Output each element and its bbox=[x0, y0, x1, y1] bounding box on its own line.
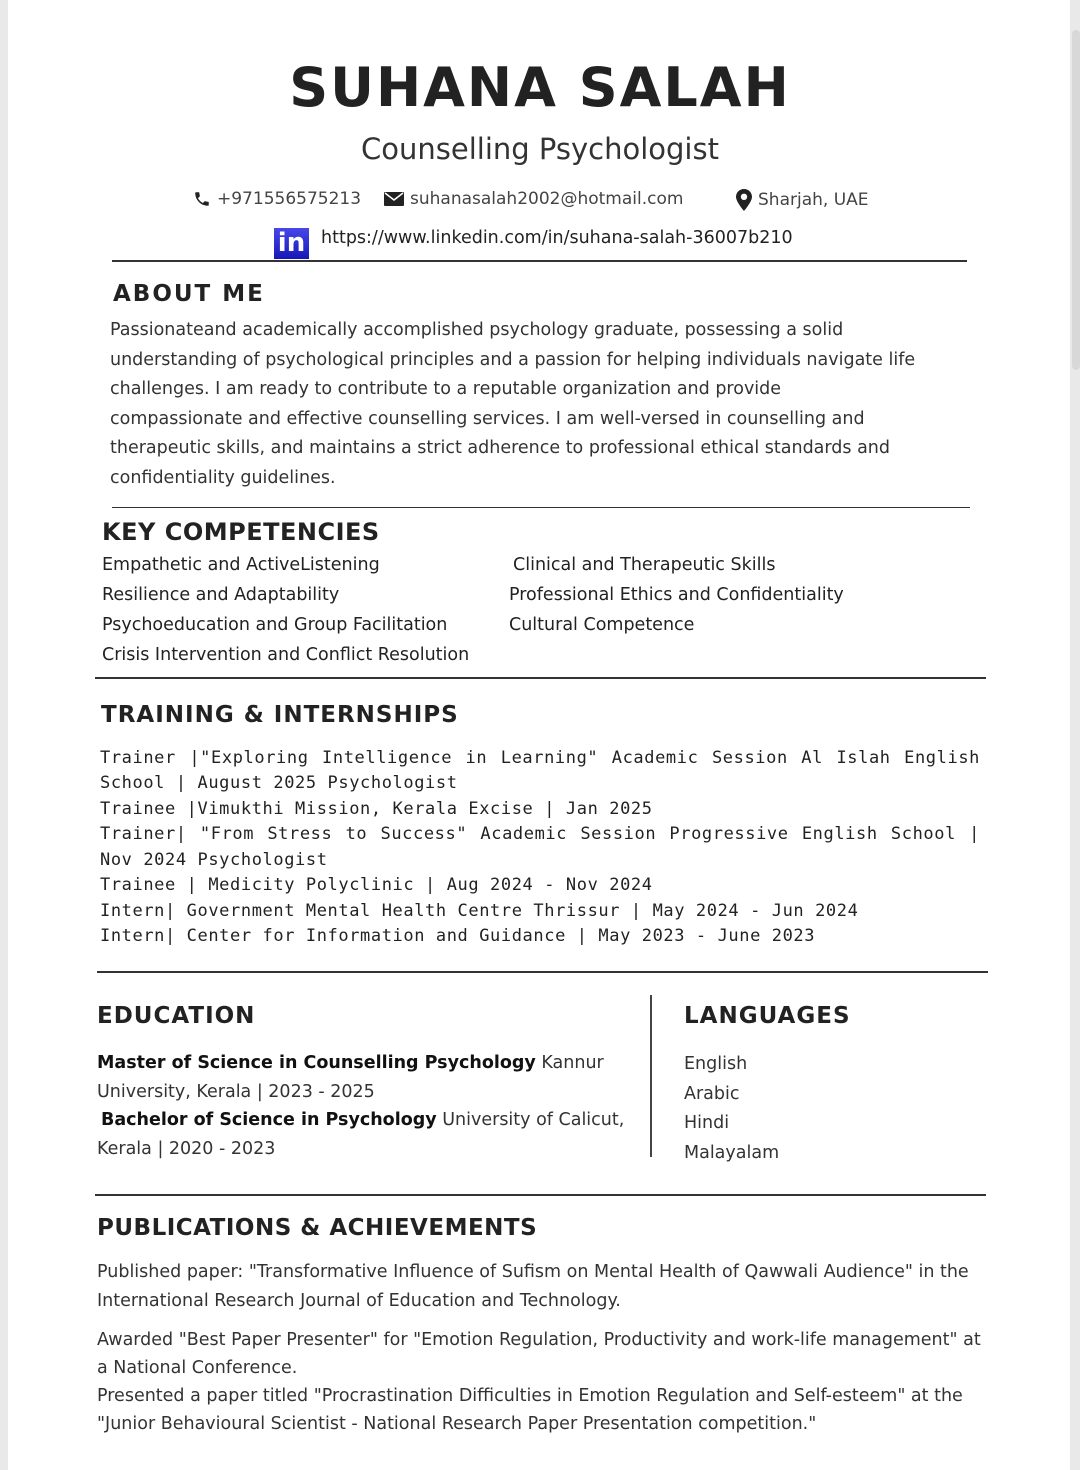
degree: Bachelor of Science in Psychology bbox=[101, 1110, 437, 1130]
competency: Professional Ethics and Confidentiality bbox=[509, 585, 844, 605]
institution-dates: Kerala | 2020 - 2023 bbox=[97, 1138, 276, 1159]
institution: Kannur bbox=[535, 1053, 604, 1073]
email bbox=[384, 189, 683, 209]
resume-page bbox=[8, 0, 1070, 1470]
about-text bbox=[110, 316, 915, 493]
location bbox=[736, 189, 869, 211]
training-line: Trainer |"Exploring Intelligence in Learning" Academic Session Al Islah English bbox=[100, 748, 980, 768]
location-text: Sharjah, UAE bbox=[758, 190, 869, 210]
language: Arabic bbox=[684, 1083, 740, 1104]
education-heading: EDUCATION bbox=[97, 1003, 256, 1029]
phone bbox=[193, 189, 361, 209]
institution-dates: University, Kerala | 2023 - 2025 bbox=[97, 1081, 375, 1102]
language: Malayalam bbox=[684, 1142, 780, 1163]
publications-heading: PUBLICATIONS & ACHIEVEMENTS bbox=[97, 1215, 538, 1241]
publication-line: "Junior Behavioural Scientist - National Research Paper Presentation competition." bbox=[97, 1414, 817, 1434]
divider bbox=[112, 260, 967, 262]
candidate-role: Counselling Psychologist bbox=[361, 132, 719, 166]
about-line: Passionateand academically accomplished psychology graduate, possessing a solid bbox=[110, 320, 844, 340]
degree: Master of Science in Counselling Psychology bbox=[97, 1053, 536, 1073]
email-address[interactable]: suhanasalah2002@hotmail.com bbox=[410, 189, 684, 209]
linkedin-url[interactable]: https://www.linkedin.com/in/suhana-salah-36007b210 bbox=[321, 228, 793, 248]
about-line: compassionate and effective counselling services. I am well-versed in counselling and bbox=[110, 408, 865, 429]
divider bbox=[95, 1194, 986, 1196]
publication-item bbox=[97, 1326, 981, 1438]
candidate-name: SUHANA SALAH bbox=[289, 56, 791, 119]
divider bbox=[112, 507, 970, 508]
competency: Resilience and Adaptability bbox=[102, 585, 340, 605]
about-line: understanding of psychological principles and a passion for helping individuals navigate life bbox=[110, 349, 916, 370]
training-heading: TRAINING & INTERNSHIPS bbox=[101, 702, 459, 728]
competency: Clinical and Therapeutic Skills bbox=[513, 555, 776, 575]
phone-icon bbox=[193, 190, 211, 208]
training-line: Trainee | Medicity Polyclinic | Aug 2024 - Nov 2024 bbox=[100, 875, 653, 895]
competency: Psychoeducation and Group Facilitation bbox=[102, 615, 448, 635]
linkedin-icon: in bbox=[274, 228, 309, 259]
competency: Empathetic and ActiveListening bbox=[102, 555, 380, 575]
about-line: challenges. I am ready to contribute to a reputable organization and provide bbox=[110, 379, 782, 399]
about-line: therapeutic skills, and maintains a strict adherence to professional ethical standards and bbox=[110, 438, 891, 458]
competency: Crisis Intervention and Conflict Resolution bbox=[102, 645, 470, 665]
training-line: School | August 2025 Psychologist bbox=[100, 773, 458, 793]
mail-icon bbox=[384, 191, 404, 207]
competencies-heading: KEY COMPETENCIES bbox=[102, 518, 380, 546]
publication-line: Presented a paper titled "Procrastination Difficulties in Emotion Regulation and Self-esteem" at the bbox=[97, 1386, 963, 1406]
training-line: Intern| Government Mental Health Centre Thrissur | May 2024 - Jun 2024 bbox=[100, 901, 859, 921]
about-heading: ABOUT ME bbox=[113, 281, 265, 307]
about-line: confidentiality guidelines. bbox=[110, 467, 336, 488]
training-line: Intern| Center for Information and Guidance | May 2023 - June 2023 bbox=[100, 926, 816, 946]
training-line: Trainee |Vimukthi Mission, Kerala Excise | Jan 2025 bbox=[100, 799, 653, 819]
institution: University of Calicut, bbox=[436, 1110, 625, 1130]
language: Hindi bbox=[684, 1113, 730, 1133]
languages-list bbox=[684, 1050, 779, 1168]
languages-heading: LANGUAGES bbox=[684, 1003, 851, 1029]
phone-number: +971556575213 bbox=[217, 189, 362, 209]
divider bbox=[97, 971, 988, 973]
column-divider bbox=[650, 995, 652, 1157]
education-list bbox=[97, 1049, 624, 1163]
publication-line: Published paper: "Transformative Influence of Sufism on Mental Health of Qawwali Audience" in the bbox=[97, 1262, 969, 1282]
map-pin-icon bbox=[736, 189, 752, 211]
publication-line: a National Conference. bbox=[97, 1358, 298, 1378]
training-line: Nov 2024 Psychologist bbox=[100, 850, 328, 870]
divider bbox=[95, 677, 986, 679]
competency: Cultural Competence bbox=[509, 615, 695, 635]
education-item bbox=[97, 1049, 624, 1078]
education-item bbox=[97, 1106, 624, 1135]
training-line: Trainer| "From Stress to Success" Academic Session Progressive English School | bbox=[100, 824, 980, 844]
publication-line: Awarded "Best Paper Presenter" for "Emotion Regulation, Productivity and work-life management" at bbox=[97, 1330, 981, 1350]
language: English bbox=[684, 1054, 748, 1074]
publication-line: International Research Journal of Education and Technology. bbox=[97, 1291, 621, 1311]
publication-item bbox=[97, 1258, 969, 1316]
